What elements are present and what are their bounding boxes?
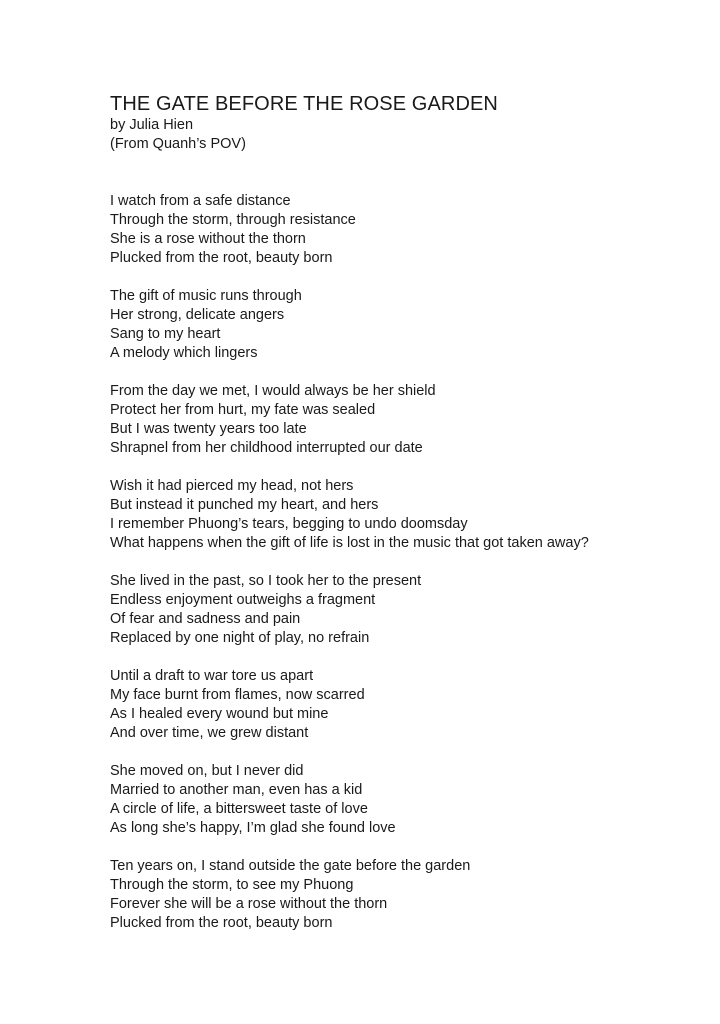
poem-line: Through the storm, to see my Phuong <box>110 877 354 893</box>
poem-line: Forever she will be a rose without the thorn <box>110 896 388 912</box>
poem-body <box>110 192 700 933</box>
poem-title: THE GATE BEFORE THE ROSE GARDEN <box>110 93 498 115</box>
poem-line: Married to another man, even has a kid <box>110 782 363 798</box>
poem-line: Plucked from the root, beauty born <box>110 915 333 931</box>
poem-line: She moved on, but I never did <box>110 763 304 779</box>
poem-line: The gift of music runs through <box>110 288 302 304</box>
poem-line: Through the storm, through resistance <box>110 212 356 228</box>
stanza <box>110 667 700 743</box>
document-page <box>110 92 700 952</box>
poem-line: And over time, we grew distant <box>110 725 309 741</box>
poem-line: I remember Phuong’s tears, begging to undo doomsday <box>110 516 468 532</box>
pov-line: (From Quanh’s POV) <box>110 136 246 152</box>
poem-line: Plucked from the root, beauty born <box>110 250 333 266</box>
poem-line: She lived in the past, so I took her to the present <box>110 573 422 589</box>
poem-line: Replaced by one night of play, no refrain <box>110 630 370 646</box>
poem-line: Protect her from hurt, my fate was sealed <box>110 402 376 418</box>
poem-line: Endless enjoyment outweighs a fragment <box>110 592 376 608</box>
poem-line: What happens when the gift of life is lost in the music that got taken away? <box>110 535 589 551</box>
stanza <box>110 857 700 933</box>
poem-line: A melody which lingers <box>110 345 258 361</box>
poem-line: As I healed every wound but mine <box>110 706 329 722</box>
poem-line: A circle of life, a bittersweet taste of love <box>110 801 368 817</box>
stanza <box>110 287 700 363</box>
poem-line: Wish it had pierced my head, not hers <box>110 478 354 494</box>
poem-line: Her strong, delicate angers <box>110 307 285 323</box>
stanza <box>110 382 700 458</box>
poem-line: Shrapnel from her childhood interrupted our date <box>110 440 423 456</box>
poem-line: From the day we met, I would always be her shield <box>110 383 436 399</box>
poem-line: Until a draft to war tore us apart <box>110 668 314 684</box>
poem-line: I watch from a safe distance <box>110 193 291 209</box>
poem-line: As long she’s happy, I’m glad she found love <box>110 820 396 836</box>
stanza <box>110 477 700 553</box>
poem-line: Sang to my heart <box>110 326 221 342</box>
poem-line: My face burnt from flames, now scarred <box>110 687 365 703</box>
poem-line: But I was twenty years too late <box>110 421 307 437</box>
poem-line: Ten years on, I stand outside the gate before the garden <box>110 858 471 874</box>
stanza <box>110 572 700 648</box>
poem-line: But instead it punched my heart, and hers <box>110 497 379 513</box>
author-line: by Julia Hien <box>110 117 194 133</box>
poem-line: She is a rose without the thorn <box>110 231 306 247</box>
poem-line: Of fear and sadness and pain <box>110 611 301 627</box>
stanza <box>110 762 700 838</box>
stanza <box>110 192 700 268</box>
